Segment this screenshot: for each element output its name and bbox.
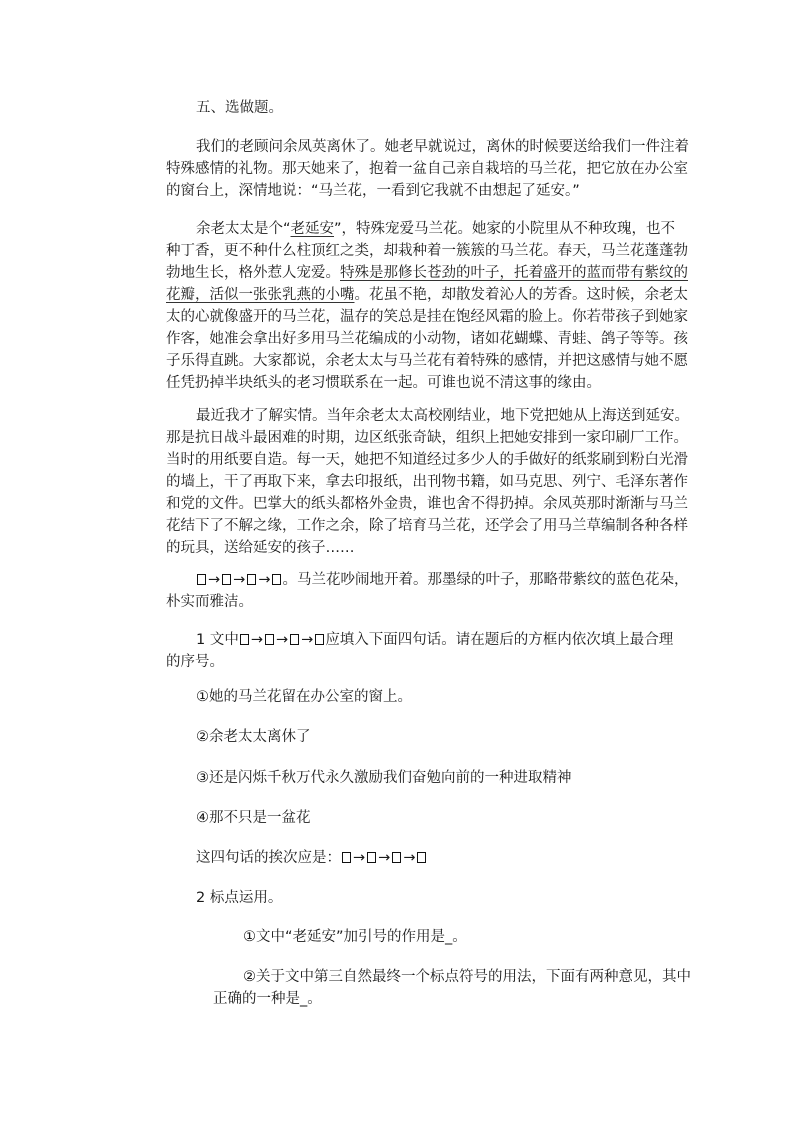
- blank-box: [290, 634, 299, 645]
- paragraph-3-line: 花结下了不解之缘，工作之余，除了培育马兰花，还学会了用马兰草编制各种各样: [166, 518, 688, 534]
- question-1: [166, 629, 673, 673]
- arrow-icon: →: [233, 572, 246, 588]
- underlined-text: 特殊是那修长苍劲的叶子，托着盛开的蓝而带有紫纹的: [340, 265, 688, 281]
- paragraph-3: [166, 405, 689, 559]
- paragraph-4-line: [166, 569, 688, 591]
- blank-sequence: [239, 629, 325, 651]
- question-2-sub-2-line: ②关于文中第三自然最终一个标点符号的用法，下面有两种意见，其中: [243, 969, 691, 985]
- blank-box: [265, 634, 274, 645]
- paragraph-2-line: 太的心就像盛开的马兰花，温存的笑总是挂在饱经风霜的脸上。你若带孩子到她家: [166, 309, 688, 325]
- paragraph-3-line: 那是抗日战斗最困难的时期，边区纸张奇缺，组织上把她安排到一家印刷厂工作。: [166, 430, 688, 446]
- underlined-text: 花瓣，活似一张张乳燕的小嘴: [166, 287, 355, 303]
- blank-box: [197, 574, 206, 585]
- paragraph-4-line: 朴实而雅洁。: [166, 594, 253, 610]
- paragraph-2-line: [166, 218, 688, 240]
- option-text: ④那不只是一盆花: [196, 810, 311, 826]
- option-text: ②余老太太离休了: [196, 729, 311, 745]
- arrow-icon: →: [276, 632, 289, 648]
- paragraph-2-line: 任凭扔掉半块纸头的老习惯联系在一起。可谁也说不清这事的缘由。: [166, 375, 601, 391]
- question-2-sub-1: [243, 926, 467, 948]
- option-1: [196, 686, 412, 708]
- question-1-line: [166, 629, 673, 651]
- paragraph-3-line: 的墙上，干了再取下来，拿去印报纸，出刊物书籍，如马克思、列宁、毛泽东著作: [166, 474, 688, 490]
- option-3: [196, 767, 572, 789]
- paragraph-3-line: 当时的用纸要自造。每一天，她把不知道经过多少人的手做好的纸浆刷到粉白光滑: [166, 452, 688, 468]
- section-title: [196, 97, 283, 119]
- paragraph-3-line: 和党的文件。巴掌大的纸头都格外金贵，谁也舍不得扔掉。余凤英那时渐渐与马兰: [166, 496, 688, 512]
- blank-box: [315, 634, 324, 645]
- arrow-icon: →: [208, 572, 221, 588]
- blank-box: [240, 634, 249, 645]
- option-text: ③还是闪烁千秋万代永久激励我们奋勉向前的一种进取精神: [196, 770, 572, 786]
- order-answer: [196, 847, 427, 869]
- answer-blank-sequence[interactable]: [341, 847, 427, 869]
- arrow-icon: →: [258, 572, 271, 588]
- question-2-title-text: 2 标点运用。: [196, 890, 283, 906]
- text-run: ”，特殊宠爱马兰花。她家的小院里从不种玫瑰，也不: [334, 221, 676, 237]
- answer-box[interactable]: [417, 852, 426, 863]
- paragraph-2-line: 种丁香，更不种什么柱顶红之类，却栽种着一簇簇的马兰花。春天，马兰花蓬蓬勃: [166, 243, 688, 259]
- paragraph-2-line: [166, 284, 688, 306]
- text-run: 这四句话的挨次应是：: [196, 850, 341, 866]
- text-run: 。马兰花吵闹地开着。那墨绿的叶子，那略带紫纹的蓝色花朵，: [282, 572, 689, 588]
- text-run: 。花虽不艳，却散发着沁人的芳香。这时候，余老太: [354, 287, 688, 303]
- paragraph-1-line: 我们的老顾问余凤英离休了。她老早就说过，离休的时候要送给我们一件注着: [196, 139, 689, 155]
- blank-box: [247, 574, 256, 585]
- section-title-text: 五、选做题。: [196, 100, 283, 116]
- text-run: 勃地生长，格外惹人宠爱。: [166, 265, 340, 281]
- paragraph-3-line: 的玩具，送给延安的孩子……: [166, 540, 355, 556]
- paragraph-3-line: 最近我才了解实情。当年余老太太高校刚结业，地下党把她从上海送到延安。: [196, 408, 689, 424]
- order-answer-line: [196, 847, 427, 869]
- arrow-icon: →: [301, 632, 314, 648]
- underlined-text: 老延安: [290, 221, 335, 237]
- question-2-sub-1-text: ①文中“老延安”加引号的作用是_。: [243, 929, 467, 945]
- paragraph-1: [166, 136, 689, 202]
- arrow-icon: →: [353, 850, 366, 866]
- blank-box: [272, 574, 281, 585]
- paragraph-2-line: 子乐得直跳。大家都说，余老太太与马兰花有着特殊的感情，并把这感情与她不愿: [166, 353, 688, 369]
- option-text: ①她的马兰花留在办公室的窗上。: [196, 689, 412, 705]
- paragraph-1-line: 的窗台上，深情地说：“马兰花，一看到它我就不由想起了延安。”: [166, 183, 580, 199]
- question-2-title: [196, 887, 282, 909]
- paragraph-2-line: 作客，她准会拿出好多用马兰花编成的小动物，诸如花蝴蝶、青蛙、鸽子等等。孩: [166, 331, 688, 347]
- paragraph-2: [166, 218, 688, 394]
- arrow-icon: →: [378, 850, 391, 866]
- question-1-line: 的序号。: [166, 654, 224, 670]
- text-run: 余老太太是个“: [196, 221, 291, 237]
- paragraph-2-line: [166, 262, 688, 284]
- arrow-icon: →: [250, 632, 263, 648]
- paragraph-1-line: 特殊感情的礼物。那天她来了，抱着一盆自己亲自栽培的马兰花，把它放在办公室: [166, 161, 688, 177]
- option-2: [196, 726, 311, 748]
- option-4: [196, 807, 311, 829]
- paragraph-4: [166, 569, 688, 613]
- answer-box[interactable]: [392, 852, 401, 863]
- text-run: 应填入下面四句话。请在题后的方框内依次填上最合理: [325, 632, 674, 648]
- question-2-sub-2: [213, 966, 691, 1010]
- arrow-icon: →: [403, 850, 416, 866]
- answer-box[interactable]: [367, 852, 376, 863]
- question-2-sub-2-line: 正确的一种是_。: [213, 991, 322, 1007]
- blank-sequence: [196, 569, 282, 591]
- blank-box: [222, 574, 231, 585]
- text-run: 1 文中: [196, 632, 239, 648]
- answer-box[interactable]: [342, 852, 351, 863]
